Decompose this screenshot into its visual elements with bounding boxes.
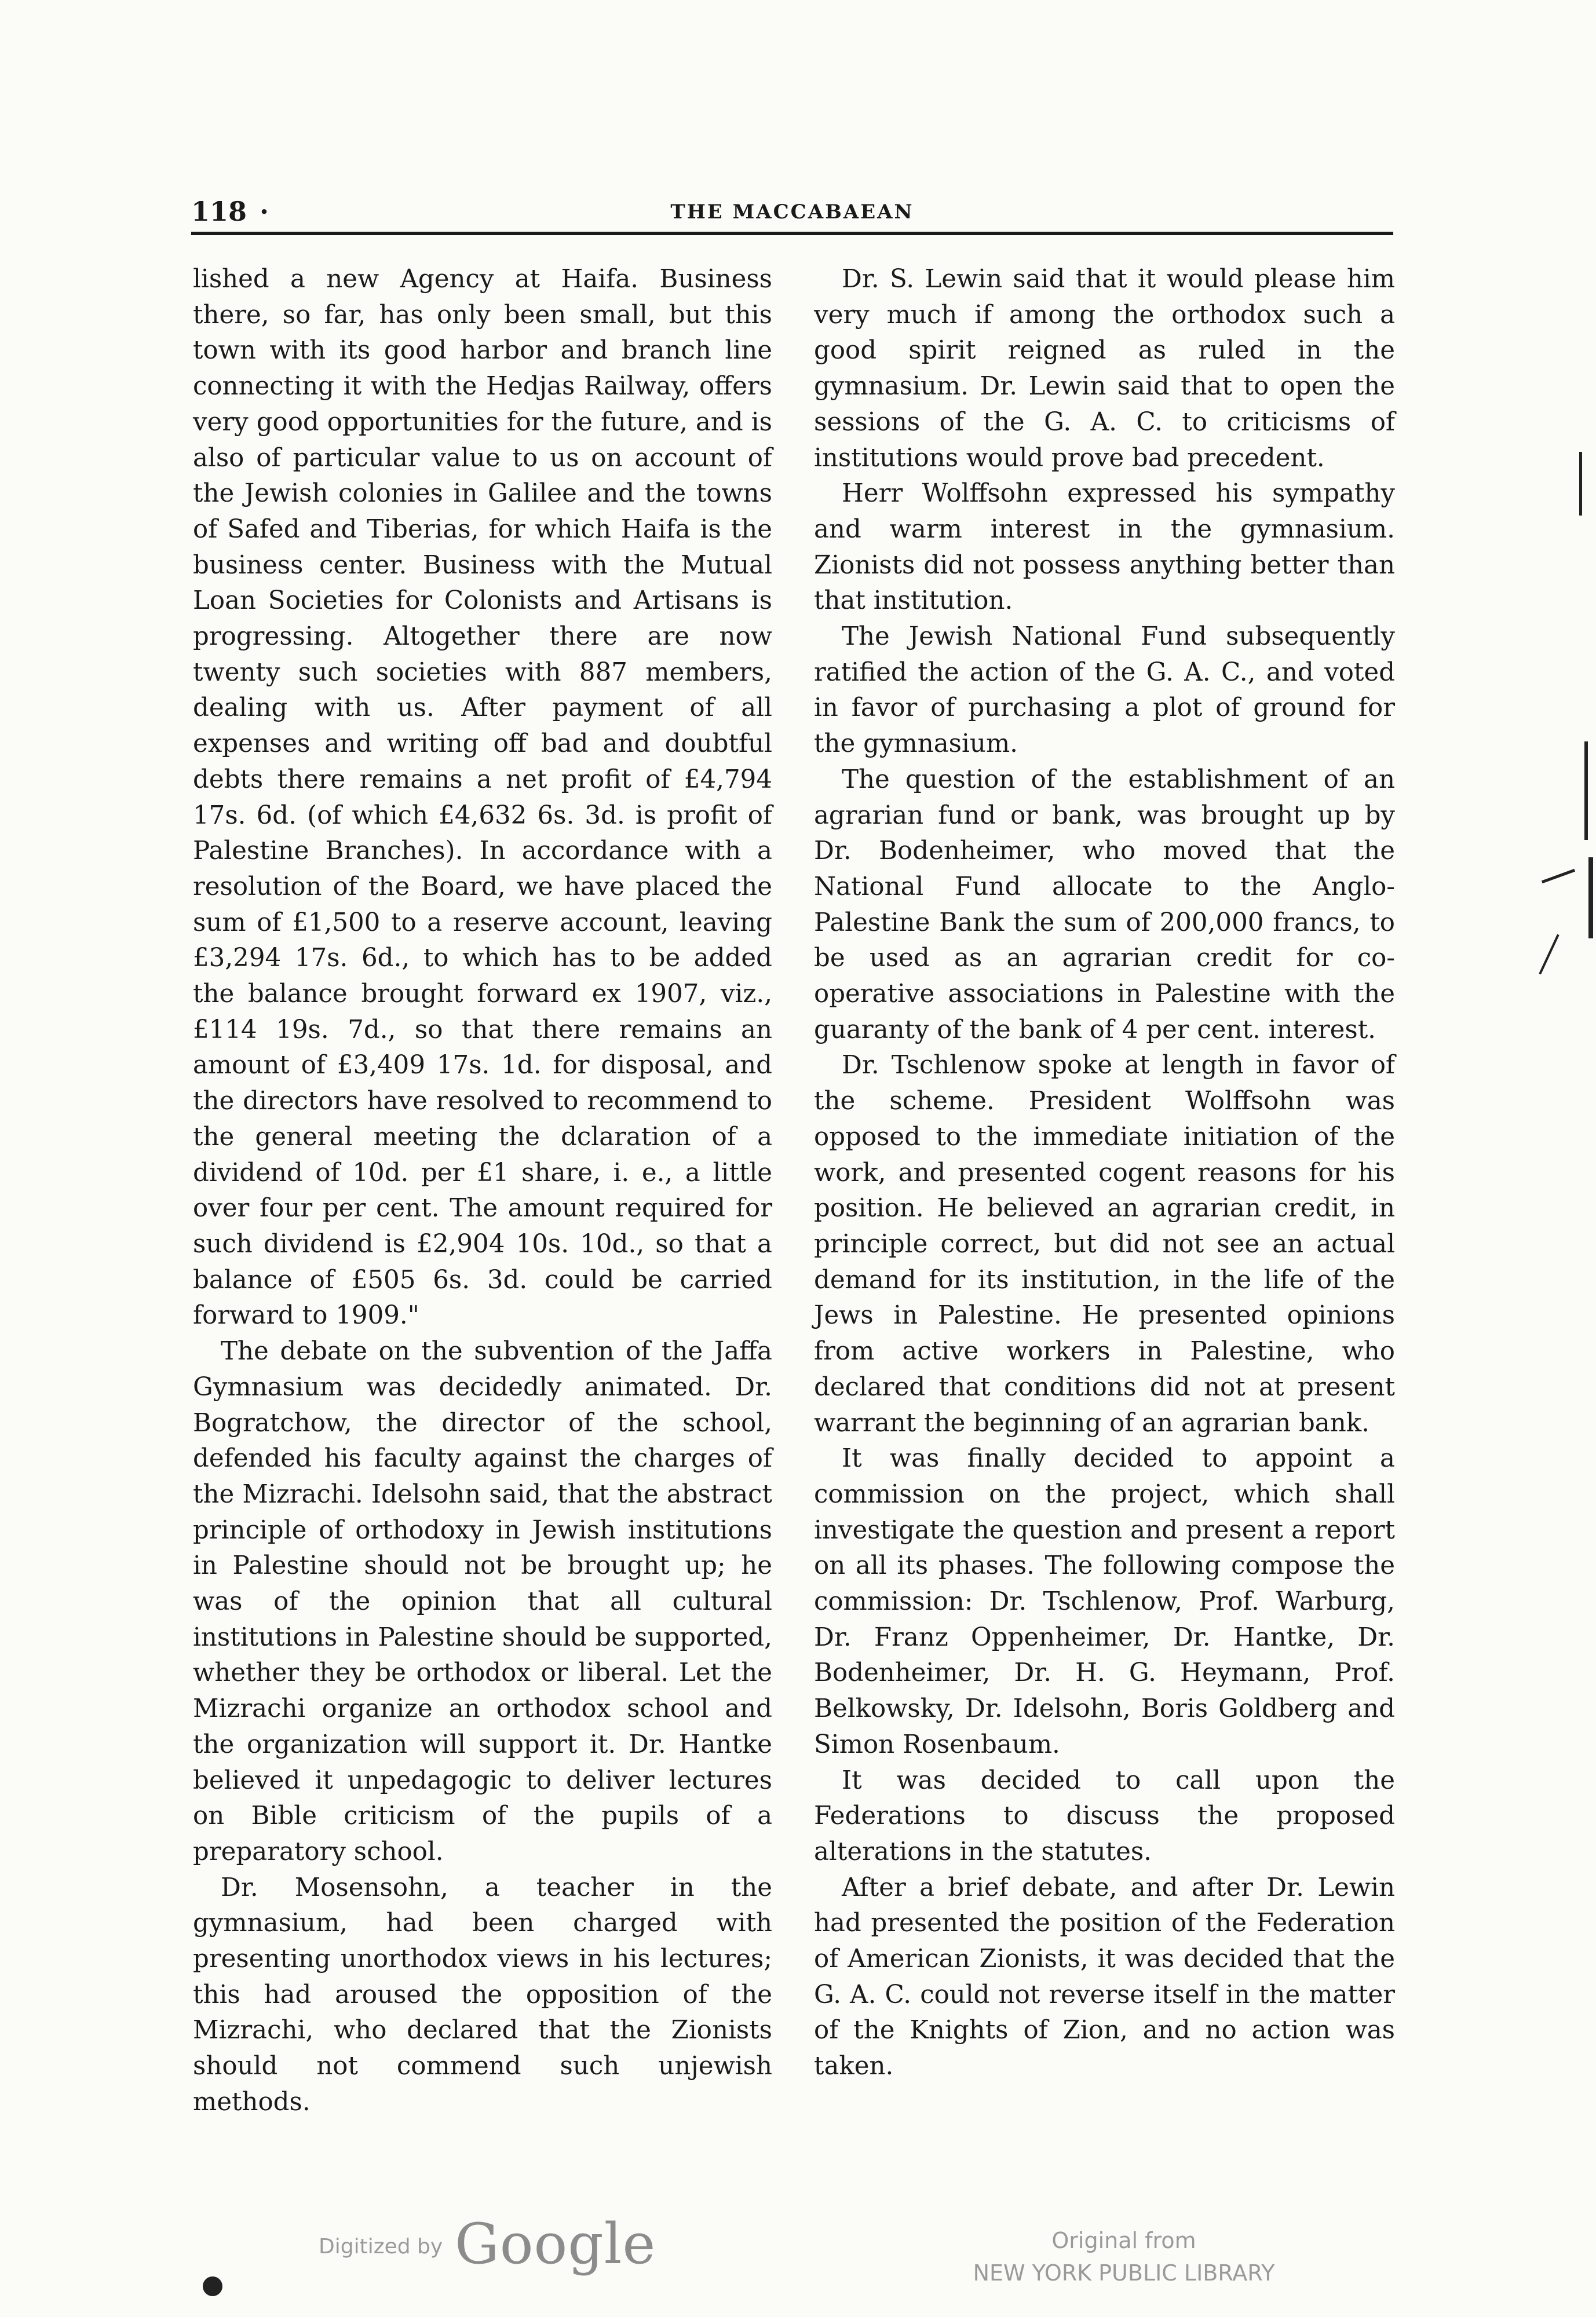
paragraph: It was decided to call upon the Federations to discuss the proposed alterations in the statutes. <box>814 1766 1395 1866</box>
margin-mark <box>1542 869 1575 883</box>
paragraph: After a brief debate, and after Dr. Lewin had presented the position of the Federation of American Zionists, it was decided that the G. A. C. could not reverse itself in the matter of the Knights of Zion, and no action was taken. <box>814 1873 1395 2081</box>
margin-mark <box>1539 934 1559 975</box>
margin-mark <box>203 2276 222 2296</box>
running-header <box>191 196 1393 232</box>
digitized-by-label: Digitized by <box>319 2235 443 2258</box>
margin-mark <box>1579 452 1582 516</box>
paragraph: lished a new Agency at Haifa. Business there, so far, has only been small, but this town with its good harbor and branch line connecting it with the Hedjas Railway, offers very good opportunities for the future, and is also of particular value to us on account of the Jewish colonies in Galilee and the towns of Safed and Tiberias, for which Haifa is the business center. Business with the Mutual Loan Societies for Colonists and Artisans is progressing. Altogether there are now twenty such societies with 887 members, dealing with us. After payment of all expenses and writing off bad and doubtful debts there remains a net profit of £4,794 17s. 6d. (of which £4,632 6s. 3d. is profit of Palestine Branches). In accordance with a resolution of the Board, we have placed the sum of £1,500 to a reserve account, leaving £3,294 17s. 6d., to which has to be added the balance brought forward ex 1907, viz., £114 19s. 7d., so that there remains an amount of £3,409 17s. 1d. for disposal, and the directors have resolved to recommend to the general meeting the dclaration of a dividend of 10d. per £1 share, i. e., a little over four per cent. The amount required for such dividend is £2,904 10s. 10d., so that a balance of £505 6s. 3d. could be carried forward to 1909." <box>193 265 772 1331</box>
paragraph: Dr. Mosensohn, a teacher in the gymnasium, had been charged with presenting unorthodox views in his lectures; this had aroused the opposition of the Mizrachi, who declared that the Zionists should not commend such unjewish methods. <box>193 1873 772 2117</box>
paragraph: Dr. S. Lewin said that it would please him very much if among the orthodox such a good spirit reigned as ruled in the gymnasium. Dr. Lewin said that to open the sessions of the G. A. C. to criticisms of institutions would prove bad precedent. <box>814 265 1395 473</box>
right-column <box>814 262 1395 2085</box>
paragraph: Herr Wolffsohn expressed his sympathy and warm interest in the gymnasium. Zionists did not possess anything better than that institution. <box>814 479 1395 616</box>
library-name: NEW YORK PUBLIC LIBRARY <box>973 2260 1275 2286</box>
margin-mark <box>1584 741 1588 840</box>
library-attribution <box>938 2224 1309 2289</box>
paragraph: It was finally decided to appoint a commission on the project, which shall investigate the question and present a report on all its phases. The following compose the commission: Dr. Tschlenow, Prof. Warburg, Dr. Franz Oppenheimer, Dr. Hantke, Dr. Bodenheimer, Dr. H. G. Heymann, Prof. Belkowsky, Dr. Idelsohn, Boris Goldberg and Simon Rosenbaum. <box>814 1444 1395 1759</box>
paragraph: The debate on the subvention of the Jaffa Gymnasium was decidedly animated. Dr. Bogratchow, the director of the school, defended his faculty against the charges of the Mizrachi. Idelsohn said, that the abstract principle of orthodoxy in Jewish institutions in Palestine should not be brought up; he was of the opinion that all cultural institutions in Palestine should be supported, whether they be orthodox or liberal. Let the Mizrachi organize an orthodox school and the organization will support it. Dr. Hantke believed it unpedagogic to deliver lectures on Bible criticism of the pupils of a preparatory school. <box>193 1337 772 1866</box>
original-from-label: Original from <box>1051 2228 1196 2253</box>
page-number: 118 <box>191 196 247 227</box>
left-column <box>193 262 772 2121</box>
header-dot: · <box>260 196 269 227</box>
running-title: THE MACCABAEAN <box>670 200 914 224</box>
paragraph: The question of the establishment of an agrarian fund or bank, was brought up by Dr. Bodenheimer, who moved that the National Fund allocate to the Anglo-Palestine Bank the sum of 200,000 francs, to be used as an agrarian credit for co-operative associations in Palestine with the guaranty of the bank of 4 per cent. interest. <box>814 765 1395 1044</box>
header-rule <box>191 232 1393 235</box>
paragraph: Dr. Tschlenow spoke at length in favor of the scheme. President Wolffsohn was opposed to the immediate initiation of the work, and presented cogent reasons for his position. He believed an agrarian credit, in principle correct, but did not see an actual demand for its institution, in the life of the Jews in Palestine. He presented opinions from active workers in Palestine, who declared that conditions did not at present warrant the beginning of an agrarian bank. <box>814 1051 1395 1438</box>
google-logo: Google <box>455 2212 656 2276</box>
paragraph: The Jewish National Fund subsequently ratified the action of the G. A. C., and voted in favor of purchasing a plot of ground for the gymnasium. <box>814 622 1395 759</box>
margin-mark <box>1588 857 1593 938</box>
